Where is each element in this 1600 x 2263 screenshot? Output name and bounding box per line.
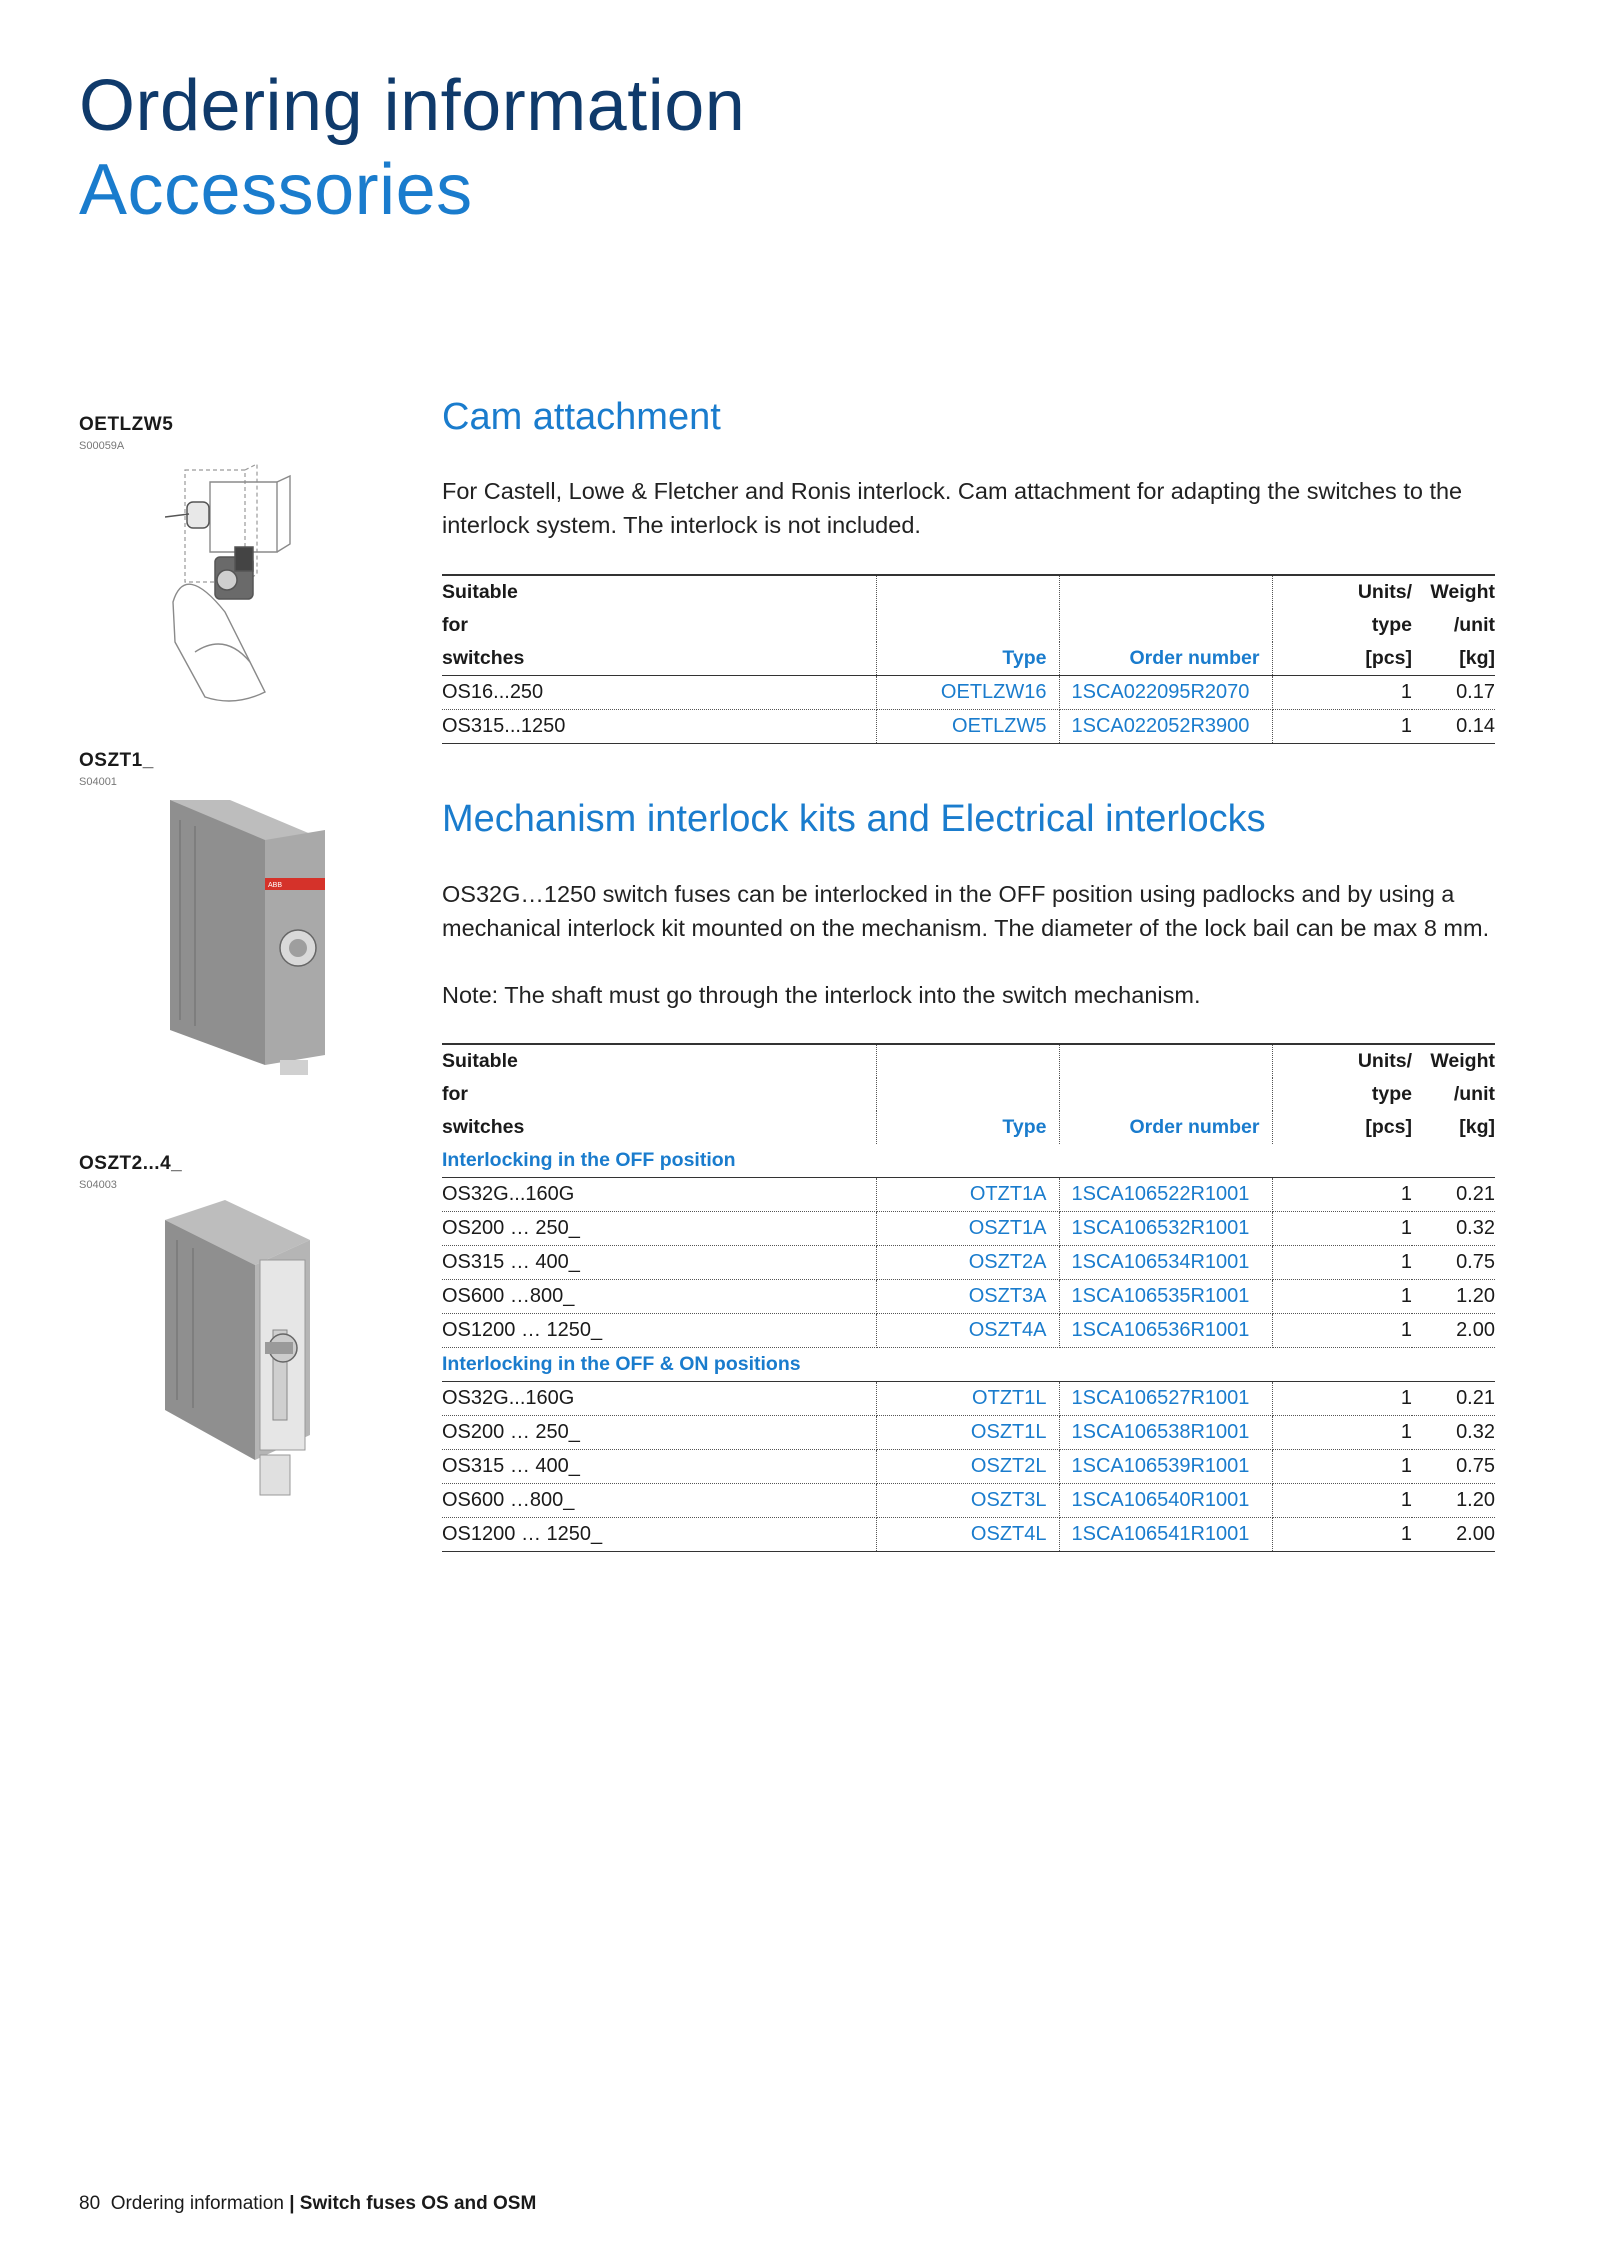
table-row: [442, 1518, 1495, 1552]
cell-order-number: 1SCA022095R2070: [1059, 676, 1272, 710]
product-label-oszt2-4: OSZT2...4_: [79, 1153, 183, 1174]
cell-type: OSZT4L: [876, 1518, 1059, 1552]
footer-separator: |: [289, 2193, 295, 2214]
cell-weight: 0.75: [1412, 1246, 1495, 1280]
header-cell: for: [442, 609, 876, 642]
header-cell: [pcs]: [1365, 1116, 1412, 1138]
table-header-row: [442, 1078, 1495, 1111]
cell-switch: OS16...250: [442, 676, 876, 710]
header-cell: Type: [876, 642, 1059, 676]
cell-switch: OS315...1250: [442, 710, 876, 744]
cell-units: 1: [1272, 1212, 1412, 1246]
header-cell: Weight: [1412, 575, 1495, 609]
cell-order-number: 1SCA106532R1001: [1059, 1212, 1272, 1246]
cell-switch: OS200 … 250_: [442, 1416, 876, 1450]
cell-units: 1: [1272, 1382, 1412, 1416]
table-header-row: [442, 575, 1495, 609]
page-title: Ordering information: [79, 66, 746, 146]
header-cell: Units/: [1272, 1044, 1412, 1078]
table-section-row: [442, 1144, 1495, 1178]
section-label: Interlocking in the OFF & ON positions: [442, 1348, 1495, 1382]
cell-order-number: 1SCA106536R1001: [1059, 1314, 1272, 1348]
table-row: [442, 1178, 1495, 1212]
cell-weight: 1.20: [1412, 1280, 1495, 1314]
cam-paragraph: For Castell, Lowe & Fletcher and Ronis interlock. Cam attachment for adapting the switches to the interlock system. The interlock is not included.: [442, 478, 1463, 538]
cell-order-number: 1SCA106539R1001: [1059, 1450, 1272, 1484]
oszt2-4-interlock-illustration: [165, 1200, 335, 1500]
cell-order-number: 1SCA106540R1001: [1059, 1484, 1272, 1518]
table-row: [442, 1450, 1495, 1484]
mech-table: [442, 1043, 1495, 1552]
table-header-row: [442, 642, 1495, 676]
footer-section: Ordering information: [110, 2193, 284, 2214]
section-label: Interlocking in the OFF position: [442, 1144, 1495, 1178]
header-cell: switches: [442, 642, 876, 676]
table-header-row: [442, 1111, 1495, 1144]
table-row: [442, 1484, 1495, 1518]
header-cell: /unit: [1453, 614, 1495, 636]
header-cell: /unit: [1453, 1083, 1495, 1105]
table-section-row: [442, 1348, 1495, 1382]
table-row: [442, 1314, 1495, 1348]
table-row: [442, 710, 1495, 744]
cell-weight: 1.20: [1412, 1484, 1495, 1518]
cell-weight: 0.17: [1412, 676, 1495, 710]
cell-switch: OS600 …800_: [442, 1484, 876, 1518]
mech-heading: Mechanism interlock kits and Electrical interlocks: [442, 798, 1266, 840]
mech-paragraph: OS32G…1250 switch fuses can be interlocked in the OFF position using padlocks and by using a mechanical interlock kit mounted on the mechanism. The diameter of the lock bail can be max 8 mm.: [442, 881, 1490, 941]
cell-switch: OS32G...160G: [442, 1178, 876, 1212]
table-header-row: [442, 1044, 1495, 1078]
cell-units: 1: [1272, 1484, 1412, 1518]
header-cell: for: [442, 1078, 876, 1111]
cell-switch: OS1200 … 1250_: [442, 1314, 876, 1348]
cell-switch: OS1200 … 1250_: [442, 1518, 876, 1552]
cell-units: 1: [1272, 676, 1412, 710]
header-cell: type: [1371, 614, 1412, 636]
header-cell: [pcs]: [1272, 642, 1412, 676]
cell-order-number: 1SCA106522R1001: [1059, 1178, 1272, 1212]
header-cell: Type: [876, 1111, 1059, 1144]
header-cell: switches: [442, 1111, 876, 1144]
cell-weight: 0.21: [1412, 1382, 1495, 1416]
cell-order-number: 1SCA022052R3900: [1059, 710, 1272, 744]
header-cell: Suitable: [442, 575, 876, 609]
cell-order-number: 1SCA106535R1001: [1059, 1280, 1272, 1314]
cell-type: OSZT2A: [876, 1246, 1059, 1280]
cell-type: OETLZW5: [876, 710, 1059, 744]
header-cell: Units/: [1272, 575, 1412, 609]
cell-units: 1: [1272, 1314, 1412, 1348]
cell-switch: OS315 … 400_: [442, 1450, 876, 1484]
footer-document-title: Switch fuses OS and OSM: [299, 2193, 537, 2214]
header-cell: Order number: [1059, 642, 1272, 676]
cell-weight: 0.21: [1412, 1178, 1495, 1212]
cell-type: OSZT3L: [876, 1484, 1059, 1518]
page-subtitle: Accessories: [79, 150, 473, 230]
header-cell: Order number: [1059, 1111, 1272, 1144]
cell-weight: 0.75: [1412, 1450, 1495, 1484]
svg-text:ABB: ABB: [268, 882, 283, 889]
cell-weight: 0.14: [1412, 710, 1495, 744]
header-cell: Suitable: [442, 1044, 876, 1078]
table-row: [442, 1382, 1495, 1416]
product-code-oszt2-4: S04003: [79, 1179, 117, 1191]
header-cell: [kg]: [1459, 1116, 1495, 1138]
cell-units: 1: [1272, 1246, 1412, 1280]
oszt1-interlock-illustration: [150, 800, 335, 1075]
page-footer: [79, 2193, 536, 2215]
cell-switch: OS200 … 250_: [442, 1212, 876, 1246]
table-row: [442, 1246, 1495, 1280]
cell-type: OTZT1A: [876, 1178, 1059, 1212]
cell-order-number: 1SCA106541R1001: [1059, 1518, 1272, 1552]
header-cell: type: [1371, 1083, 1412, 1105]
cell-type: OSZT1A: [876, 1212, 1059, 1246]
product-code-oszt1: S04001: [79, 776, 117, 788]
cam-table: [442, 574, 1495, 744]
cell-order-number: 1SCA106534R1001: [1059, 1246, 1272, 1280]
cam-attachment-illustration: [165, 462, 310, 707]
cell-type: OSZT3A: [876, 1280, 1059, 1314]
cell-units: 1: [1272, 1450, 1412, 1484]
cell-type: OSZT1L: [876, 1416, 1059, 1450]
table-row: [442, 1212, 1495, 1246]
product-label-oszt1: OSZT1_: [79, 750, 154, 771]
mech-note: Note: The shaft must go through the interlock into the switch mechanism.: [442, 982, 1201, 1008]
cell-type: OTZT1L: [876, 1382, 1059, 1416]
cell-weight: 0.32: [1412, 1212, 1495, 1246]
table-row: [442, 1280, 1495, 1314]
cell-switch: OS600 …800_: [442, 1280, 876, 1314]
cell-switch: OS32G...160G: [442, 1382, 876, 1416]
table-row: [442, 1416, 1495, 1450]
table-row: [442, 676, 1495, 710]
product-code-oetlzw5: S00059A: [79, 440, 125, 452]
cell-switch: OS315 … 400_: [442, 1246, 876, 1280]
cell-order-number: 1SCA106527R1001: [1059, 1382, 1272, 1416]
cell-weight: 0.32: [1412, 1416, 1495, 1450]
cell-units: 1: [1272, 710, 1412, 744]
product-label-oetlzw5: OETLZW5: [79, 414, 174, 435]
cell-type: OSZT2L: [876, 1450, 1059, 1484]
cam-heading: Cam attachment: [442, 396, 721, 438]
header-cell: Weight: [1412, 1044, 1495, 1078]
header-cell: [kg]: [1412, 642, 1495, 676]
cell-units: 1: [1272, 1178, 1412, 1212]
page-number: 80: [79, 2193, 101, 2214]
cell-order-number: 1SCA106538R1001: [1059, 1416, 1272, 1450]
cell-units: 1: [1272, 1518, 1412, 1552]
cell-weight: 2.00: [1412, 1518, 1495, 1552]
cell-type: OSZT4A: [876, 1314, 1059, 1348]
cell-weight: 2.00: [1412, 1314, 1495, 1348]
cell-units: 1: [1272, 1416, 1412, 1450]
cell-units: 1: [1272, 1280, 1412, 1314]
cell-type: OETLZW16: [876, 676, 1059, 710]
table-header-row: [442, 609, 1495, 642]
